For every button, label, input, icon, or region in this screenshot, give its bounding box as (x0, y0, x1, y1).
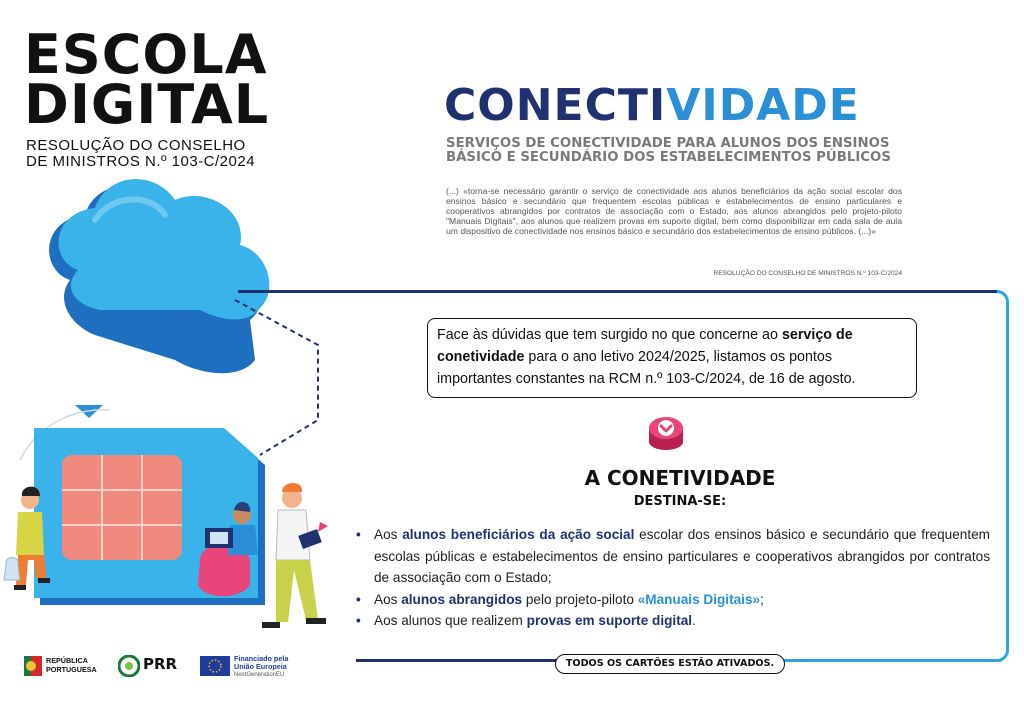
brand-subtitle-line2: DE MINISTROS N.º 103-C/2024 (26, 153, 256, 170)
bullet-highlight: provas em suporte digital (526, 613, 693, 628)
section-subtitle: DESTINA-SE: (633, 494, 727, 509)
cloud-icon (49, 179, 269, 373)
section-title: A CONETIVIDADE (584, 466, 776, 490)
brand-title (24, 23, 284, 136)
logo3-line2: União Europeia (234, 662, 287, 671)
prr-emblem-icon (118, 655, 140, 677)
main-subtitle (446, 137, 916, 165)
frame-right-bracket (997, 290, 1009, 662)
logo3-line3: NextGenerationEU (234, 672, 285, 678)
intro-box (427, 318, 917, 398)
intro-bold-text: serviço de conetividade (437, 327, 853, 365)
brand-title-line1: ESCOLA (24, 23, 268, 86)
intro-text-part2: para o ano letivo 2024/2025, listamos os pontos importantes constantes na RCM n.º 103-C/2024, de 16 de agosto. (437, 349, 856, 387)
eu-funding-logo (200, 654, 310, 682)
main-title-part1: CONECTI (444, 80, 667, 131)
logo1-line2: PORTUGUESA (46, 665, 97, 674)
bullet-text: Aos alunos que realizem (374, 613, 527, 628)
connectivity-illustration (0, 160, 360, 650)
frame-top-line (238, 290, 998, 293)
quote-source: RESOLUÇÃO DO CONSELHO DE MINISTROS N.º 103-C/2024 (713, 270, 902, 277)
bullet-icon: • (356, 613, 361, 628)
bullet-icon: • (356, 591, 361, 607)
cards-activated-note: TODOS OS CARTÕES ESTÃO ATIVADOS. (555, 654, 785, 674)
list-item (356, 589, 990, 611)
main-title-part2: VIDADE (666, 80, 860, 131)
prr-logo (118, 653, 188, 681)
bullet-highlight-blue: «Manuais Digitais» (637, 591, 761, 607)
main-subtitle-line1: SERVIÇOS DE CONECTIVIDADE PARA ALUNOS DOS ENSINOS (446, 136, 890, 151)
bullet-icon: • (356, 527, 361, 542)
main-subtitle-line2: BÁSICO E SECUNDÁRIO DOS ESTABELECIMENTOS PÚBLICOS (446, 150, 891, 165)
target-list (356, 524, 990, 632)
bullet-text: Aos (374, 591, 402, 607)
bullet-highlight: alunos abrangidos (401, 591, 523, 607)
bullet-highlight: alunos beneficiários da ação social (402, 527, 635, 542)
list-item (356, 524, 990, 589)
eu-flag-icon (200, 656, 230, 676)
intro-text-part1: Face às dúvidas que tem surgido no que concerne ao (437, 327, 782, 343)
bullet-text: Aos (374, 527, 403, 542)
bullet-text: pelo projeto-piloto (522, 591, 638, 607)
republica-portuguesa-logo (24, 654, 114, 680)
student-with-tablet (262, 483, 328, 628)
brand-title-line2: DIGITAL (24, 73, 270, 136)
logo1-line1: REPÚBLICA (46, 656, 88, 665)
down-chevron-badge-icon (648, 412, 684, 452)
bullet-text: . (692, 613, 696, 628)
legal-quote: (...) «torna-se necessário garantir o serviço de conectividade aos alunos beneficiários da ação social escolar dos ensinos básico e secundário que frequentem escolas públicas e estabelecimentos de ensino particulares e cooperativos abrangidos por contratos de associação com o Estado, aos alunos abrangidos pelo projeto-piloto "Manuais Digitais", aos alunos que realizem provas em suporte digital, bem como disponibilizar em cada sala de aula um dispositivo de conectividade nos ensinos básico e secundário dos estabelecimentos de ensino públicos. (...)» (446, 186, 902, 236)
bullet-text: ; (760, 591, 764, 607)
main-title (444, 80, 914, 132)
brand-subtitle-line1: RESOLUÇÃO DO CONSELHO (26, 137, 246, 154)
bullet-text: escolar dos ensinos básico e secundário que frequentem escolas públicas e estabelecimentos de ensino particulares e cooperativos abrangidos por contratos de associação com o Estado; (374, 527, 990, 585)
logo3-line1: Financiado pela (234, 654, 289, 663)
frame-bottom-accent (780, 659, 1001, 662)
republic-emblem-icon (24, 656, 42, 676)
brand-subtitle (26, 138, 286, 170)
prr-text: PRR (143, 655, 178, 673)
list-item (356, 610, 990, 632)
